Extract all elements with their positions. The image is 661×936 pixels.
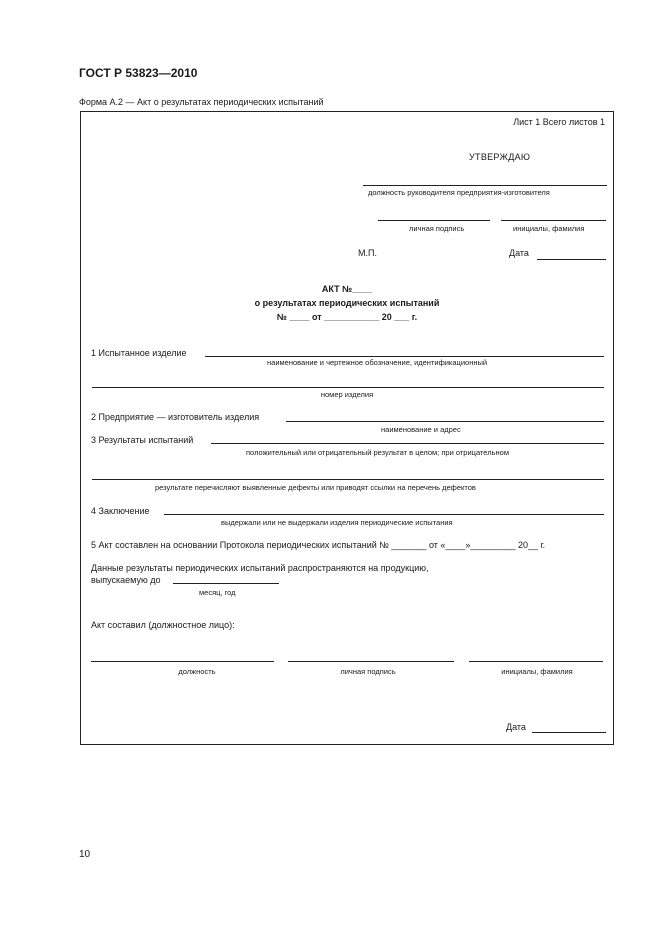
page-number: 10 <box>79 849 91 860</box>
compiler-position-caption: должность <box>178 667 216 676</box>
compiler-date-line[interactable] <box>532 732 606 733</box>
compiler-signature-caption: личная подпись <box>340 667 396 676</box>
initials-caption: инициалы, фамилия <box>513 224 585 233</box>
item3-line[interactable] <box>211 443 604 444</box>
form-frame <box>80 111 614 745</box>
item3-line-2[interactable] <box>92 479 604 480</box>
act-title-date: № ____ от ___________ 20 ___ г. <box>276 312 418 322</box>
item1-label: 1 Испытанное изделие <box>91 348 187 358</box>
seal-label: М.П. <box>358 248 377 258</box>
approval-title: УТВЕРЖДАЮ <box>469 152 531 162</box>
approval-date-line[interactable] <box>537 259 606 260</box>
item1-line[interactable] <box>205 356 604 357</box>
item1-caption-2: номер изделия <box>320 390 374 399</box>
item1-caption: наименование и чертежное обозначение, идентификационный <box>267 358 488 367</box>
approver-signature-line[interactable] <box>378 220 490 221</box>
item4-caption: выдержали или не выдержали изделия периодические испытания <box>221 518 453 527</box>
sheet-info: Лист 1 Всего листов 1 <box>513 117 605 127</box>
compiler-initials-caption: инициалы, фамилия <box>501 667 573 676</box>
item2-line[interactable] <box>286 421 604 422</box>
position-caption: должность руководителя предприятия-изготовителя <box>368 188 550 197</box>
item3-label: 3 Результаты испытаний <box>91 435 194 445</box>
document-header: ГОСТ Р 53823—2010 <box>79 66 198 80</box>
act-title-subject: о результатах периодических испытаний <box>254 298 440 308</box>
item2-label: 2 Предприятие — изготовитель изделия <box>91 412 260 422</box>
item5-text: 5 Акт составлен на основании Протокола периодических испытаний № _______ от «____»_________ 20__ г. <box>91 540 546 550</box>
distribution-line-2: выпускаемую до <box>91 575 161 585</box>
approval-date-label: Дата <box>509 248 529 258</box>
compiler-date-label: Дата <box>506 722 526 732</box>
form-title: Форма А.2 — Акт о результатах периодических испытаний <box>79 97 324 107</box>
distribution-line-1: Данные результаты периодических испытаний распространяются на продукцию, <box>91 563 429 573</box>
item1-line-2[interactable] <box>92 387 604 388</box>
compiler-initials-line[interactable] <box>469 661 603 662</box>
distribution-caption: месяц, год <box>199 588 236 597</box>
distribution-date-line[interactable] <box>173 583 279 584</box>
position-line[interactable] <box>363 185 607 186</box>
signature-caption: личная подпись <box>409 224 465 233</box>
item4-label: 4 Заключение <box>91 506 150 516</box>
item3-caption-2: результате перечисляют выявленные дефекты или приводят ссылки на перечень дефектов <box>155 483 476 492</box>
item3-caption: положительный или отрицательный результат в целом; при отрицательном <box>246 448 509 457</box>
compiler-position-line[interactable] <box>91 661 274 662</box>
compiler-signature-line[interactable] <box>288 661 454 662</box>
act-title-number: АКТ №____ <box>321 284 373 294</box>
item4-line[interactable] <box>164 514 604 515</box>
compiler-label: Акт составил (должностное лицо): <box>91 620 235 630</box>
item2-caption: наименование и адрес <box>381 425 461 434</box>
approver-initials-line[interactable] <box>501 220 606 221</box>
